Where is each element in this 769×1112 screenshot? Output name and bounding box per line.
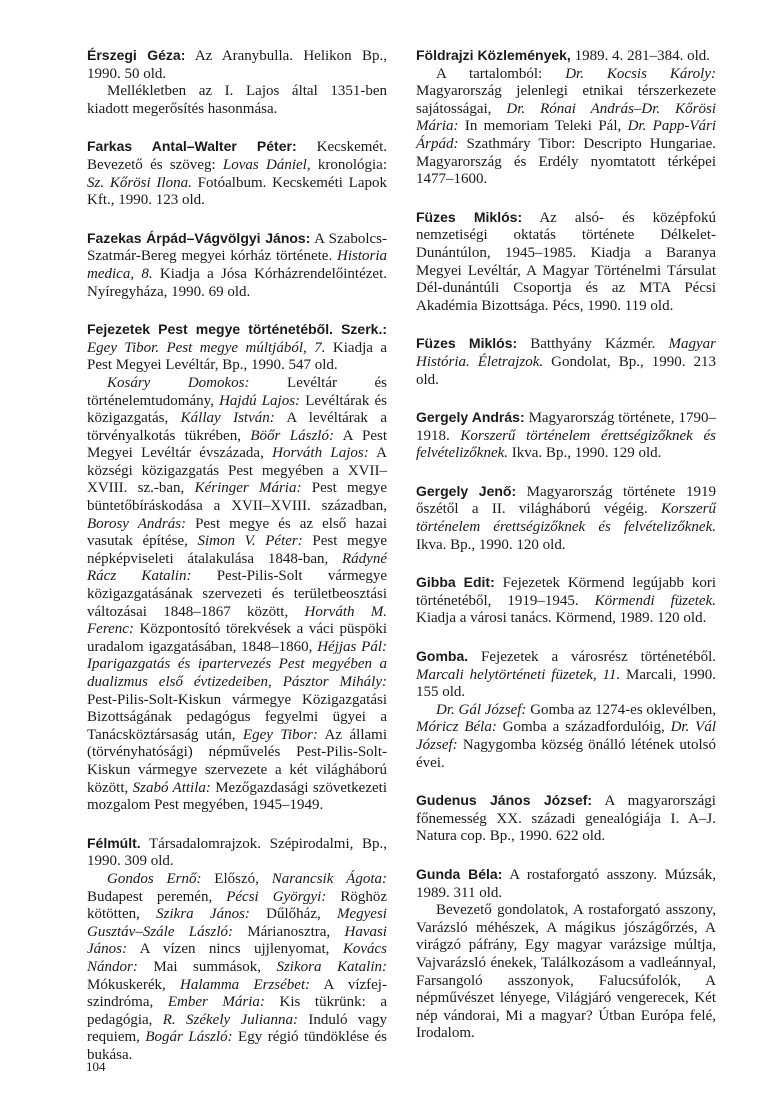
italic-text: Szikora Katalin: <box>276 958 387 975</box>
entry-contents <box>87 871 387 1065</box>
italic-text: Hajdú Lajos: <box>219 392 301 409</box>
contents-text: Levéltár és történelemtudomány, <box>87 374 387 409</box>
entry-author: Gudenus János József: <box>416 792 593 809</box>
citation-text: Kecskemét. Bevezető és szöveg: <box>87 139 388 173</box>
italic-text: Korszerű történelem érettségizőknek és felvételizőknek. <box>416 501 716 536</box>
contents-text <box>272 674 283 690</box>
contents-text: Levéltárak és közigazgatás, <box>87 392 387 427</box>
citation-text: Fotóalbum. Kecskeméti Lapok Kft., 1990. 123 old. <box>87 174 387 209</box>
citation-text: Kiadja a Pest Megyei Levéltár, Bp., 1990. 547 old. <box>87 339 388 374</box>
entry-citation <box>416 483 716 554</box>
italic-text: Dr. Vál József: <box>416 719 716 753</box>
italic-text: Dr. Gál József: <box>436 701 527 718</box>
contents-text: A Pest Megyei Levéltár évszázada, <box>87 427 387 462</box>
italic-text: Halamma Erzsébet: <box>180 976 311 993</box>
bibliography-entry-fazekas <box>87 230 387 301</box>
contents-text: Pest megye és az első hazai vasutak építése, <box>87 515 387 550</box>
citation-text: Magyarország története 1919 őszétől a II. világháború végéig. <box>416 483 716 518</box>
entry-citation <box>87 230 387 301</box>
italic-text: Héjjas Pál: Iparigazgatás és ipartervezés Pest megyében a dualizmus első évtizedeiben, <box>87 638 387 690</box>
entry-author: Fazekas Árpád–Vágvölgyi János: <box>87 229 311 246</box>
contents-text: Mellékletben az I. Lajos által 1351-ben kiadott megerősítés hasonmása. <box>87 83 387 117</box>
entry-citation <box>416 209 716 316</box>
entry-contents <box>416 702 716 772</box>
contents-text: Nagygomba község önálló létének utolsó évei. <box>416 737 716 771</box>
italic-text: Borosy András: <box>87 515 187 532</box>
citation-text: kronológia: <box>310 156 388 173</box>
italic-text: Narancsik Ágota: <box>271 870 387 887</box>
entry-citation <box>87 138 387 209</box>
italic-text: Kéringer Mária: <box>194 480 302 497</box>
italic-text: Szabó Attila: <box>132 779 211 796</box>
contents-text: Egy régió tündöklése és bukása. <box>87 1029 387 1063</box>
contents-text: A vízfej-szindróma, <box>87 976 387 1011</box>
citation-text: Marcali, 1990. 155 old. <box>416 666 717 701</box>
contents-text: Dűlőház, <box>249 906 337 923</box>
citation-text: A Szabolcs-Szatmár-Bereg megyei kórház története. <box>87 230 387 265</box>
entry-author: Érszegi Géza: <box>87 47 186 63</box>
contents-text: A vízen nincs ujjlenyomat, <box>127 941 343 958</box>
citation-text: 1989. 4. 281–384. old. <box>570 48 710 64</box>
contents-text: Pest megye büntetőbíráskodása a XVII–XVIII. században, <box>87 480 387 515</box>
italic-text: Lovas Dániel, <box>222 156 311 173</box>
entry-citation <box>416 409 716 463</box>
bibliography-entry-gergely1 <box>416 409 716 463</box>
citation-text: Ikva. Bp., 1990. 120 old. <box>416 536 566 553</box>
contents-text: Kis tükrünk: a pedagógia, <box>87 994 387 1028</box>
entry-author: Farkas Antal–Walter Péter: <box>87 138 297 155</box>
entry-citation <box>416 335 716 389</box>
entry-citation <box>416 574 716 628</box>
contents-text: Mókuskerék, <box>87 976 181 993</box>
entry-contents <box>87 83 387 118</box>
italic-text: Pécsi Györgyi: <box>226 888 327 905</box>
italic-text: Bogár László: <box>145 1029 233 1046</box>
citation-text: Magyarország története, 1790–1918. <box>416 410 716 444</box>
bibliography-entry-foldrajzi <box>416 47 716 189</box>
entry-author: Füzes Miklós: <box>416 208 523 225</box>
entry-author: Füzes Miklós: <box>416 335 518 352</box>
italic-text: Böőr László: <box>250 427 334 444</box>
italic-text: Sz. Kőrösi Ilona. <box>87 174 192 191</box>
italic-text: Historia medica, 8. <box>87 248 387 282</box>
citation-text: Ikva. Bp., 1990. 129 old. <box>508 445 662 462</box>
italic-text: Szikra János: <box>156 906 250 923</box>
italic-text: Korszerű történelem érettségizőknek és felvételizőknek. <box>416 427 716 462</box>
italic-text: Móricz Béla: <box>416 719 497 736</box>
italic-text: Simon V. Péter: <box>197 533 303 550</box>
entry-contents <box>416 902 716 1043</box>
contents-text: Röghöz kötötten, <box>87 888 387 923</box>
entry-citation <box>87 321 387 375</box>
entry-citation <box>87 47 387 83</box>
contents-text: Pest megye népképviseleti átalakulása 1848-ban, <box>87 533 387 567</box>
contents-text: Márianosztra, <box>232 923 345 940</box>
contents-text: Gomba a századfordulóig, <box>496 719 671 736</box>
entry-contents <box>87 375 387 815</box>
contents-text: A községi közigazgatás Pest megyében a XVII–XVIII. sz.-ban, <box>87 445 387 497</box>
citation-text: Fejezetek a városrész történetéből. <box>468 649 716 666</box>
entry-author: Gomba. <box>416 648 469 665</box>
bibliography-entry-gergely2 <box>416 483 716 554</box>
entry-citation <box>416 866 716 902</box>
italic-text: Gondos Ernő: <box>107 870 202 887</box>
left-column <box>87 47 387 1084</box>
bibliography-entry-fejezetek <box>87 321 387 815</box>
contents-text: In memoriam Teleki Pál, <box>458 118 628 135</box>
italic-text: Egey Tibor. Pest megye múltjából, 7. <box>87 339 326 356</box>
bibliography-entry-gunda <box>416 866 716 1043</box>
italic-text: Ember Mária: <box>167 994 265 1011</box>
citation-text: A magyarországi főnemesség XX. századi genealógiája I. A–J. Natura cop. Bp., 1990. 622 old. <box>416 793 716 845</box>
entry-author: Gunda Béla: <box>416 865 503 882</box>
citation-text: A rostaforgató asszony. Múzsák, 1989. 311 old. <box>416 866 716 901</box>
bibliography-entry-fuzes1 <box>416 209 716 316</box>
italic-text: Kállay István: <box>180 410 275 427</box>
citation-text: Gondolat, Bp., 1990. 213 old. <box>416 353 716 388</box>
contents-text: Bevezető gondolatok, A rostaforgató asszony, Varázsló méhészek, A mágikus jószágőrzés, A virágzó páfrány, Egy magyar varázsige múltja, Vajvarázsló énekek, Találkozásom a vadleánnyal, Farsangoló asszonyok, Falucsúfolók, A népművészet lényege, Világjáró vengerecek, Két nép vándorai, Mi a magyar? Útban Európa felé, Irodalom. <box>416 902 716 1042</box>
citation-text: Kiadja a Jósa Kórházrendelőintézet. Nyíregyháza, 1990. 69 old. <box>87 265 387 300</box>
contents-text: Mai summások, <box>137 958 277 975</box>
italic-text: Kovács Nándor: <box>87 941 387 975</box>
entry-citation <box>416 648 716 702</box>
contents-text: Magyarország jelenlegi etnikai térszerkezete sajátosságai, <box>416 83 716 117</box>
italic-text: Megyesi Gusztáv–Szále László: <box>87 906 387 940</box>
entry-author: Gergely Jenő: <box>416 482 517 499</box>
contents-text: Központosító törekvések a váci püspöki uradalom igazgatásában, 1848–1860, <box>87 621 387 655</box>
italic-text: Pásztor Mihály: <box>282 674 388 690</box>
entry-author: Gergely András: <box>416 409 525 426</box>
page-number: 104 <box>86 1059 106 1074</box>
entry-author: Félmúlt. <box>87 834 141 851</box>
italic-text: Dr. Kocsis Károly: <box>565 65 716 82</box>
bibliography-entry-farkas <box>87 138 387 209</box>
citation-text: Társadalomrajzok. Szépirodalmi, Bp., 1990. 309 old. <box>87 835 387 870</box>
contents-text: Pest-Pilis-Solt vármegye közigazgatásának szervezeti és területbeosztási változásai 1848–1867 között, <box>87 568 387 620</box>
contents-text: Pest-Pilis-Solt-Kiskun vármegye Közigazgatási Bizottságának pedagógus fegyelmi ügyei a Tanácsköztársaság után, <box>87 691 387 743</box>
bibliography-entry-gibba <box>416 574 716 628</box>
contents-text: Az állami (törvényhatósági) népművelés Pest-Pilis-Solt-Kiskun vármegye szervezete a két világháború között, <box>87 726 387 796</box>
contents-text: Gomba az 1274-es oklevélben, <box>526 701 716 718</box>
italic-text: Dr. Papp-Vári Árpád: <box>416 118 716 152</box>
italic-text: Egey Tibor: <box>242 726 318 743</box>
citation-text: Kiadja a városi tanács. Körmend, 1989. 120 old. <box>416 610 707 627</box>
entry-author: Földrajzi Közlemények, <box>416 47 571 63</box>
bibliography-entry-erszegi <box>87 47 387 118</box>
bibliography-entry-fuzes2 <box>416 335 716 389</box>
italic-text: Dr. Rónai András–Dr. Kőrösi Mária: <box>416 100 716 135</box>
contents-text: Előszó, <box>201 870 272 887</box>
italic-text: Horváth Lajos: <box>272 445 369 462</box>
entry-author: Gibba Edit: <box>416 574 495 591</box>
bibliography-entry-gudenus <box>416 792 716 846</box>
citation-text: Az Aranybulla. Helikon Bp., 1990. 50 old. <box>87 48 387 82</box>
entry-citation <box>416 792 716 846</box>
right-column <box>416 47 716 1063</box>
italic-text: Kosáry Domokos: <box>107 374 250 391</box>
entry-author: Fejezetek Pest megye történetéből. Szerk.: <box>87 321 387 338</box>
contents-text: A tartalomból: <box>436 65 566 82</box>
entry-citation <box>87 835 387 871</box>
contents-text: A levéltárak a törvényalkotás tükrében, <box>87 410 388 444</box>
entry-contents <box>416 66 716 189</box>
citation-text: Fejezetek Körmend legújabb kori történetéből, 1919–1945. <box>416 575 716 609</box>
bibliography-entry-felmult <box>87 835 387 1065</box>
contents-text: Induló vagy requiem, <box>87 1011 387 1046</box>
contents-text: Budapest peremén, <box>87 888 227 905</box>
italic-text: Rádyné Rácz Katalin: <box>87 550 387 585</box>
contents-text: Mezőgazdasági szövetkezeti mozgalom Pest megyében, 1945–1949. <box>87 779 387 814</box>
citation-text: Az alsó- és középfokú nemzetiségi oktatás története Délkelet-Dunántúlon, 1945–1985. Kiadja a Baranya Megyei Levéltár, A Magyar Történelmi Társulat Dél-dunántúli Csoportja és az MTA Pécsi Akadémia Bizottsága. Pécs, 1990. 119 old. <box>416 209 716 314</box>
italic-text: Körmendi füzetek. <box>594 592 716 609</box>
italic-text: Marcali helytörténeti füzetek, 11. <box>416 666 621 683</box>
italic-text: Havasi János: <box>87 923 387 958</box>
italic-text: Magyar História. Életrajzok. <box>416 336 717 370</box>
contents-text: Szathmáry Tibor: Descripto Hungariae. Magyarország és Erdély nyomtatott térképei 1477–1600. <box>416 135 716 188</box>
italic-text: R. Székely Julianna: <box>162 1011 298 1028</box>
citation-text: Batthyány Kázmér. <box>517 336 669 353</box>
entry-citation <box>416 47 716 66</box>
italic-text: Horváth M. Ferenc: <box>87 603 387 638</box>
bibliography-entry-gomba <box>416 648 716 772</box>
